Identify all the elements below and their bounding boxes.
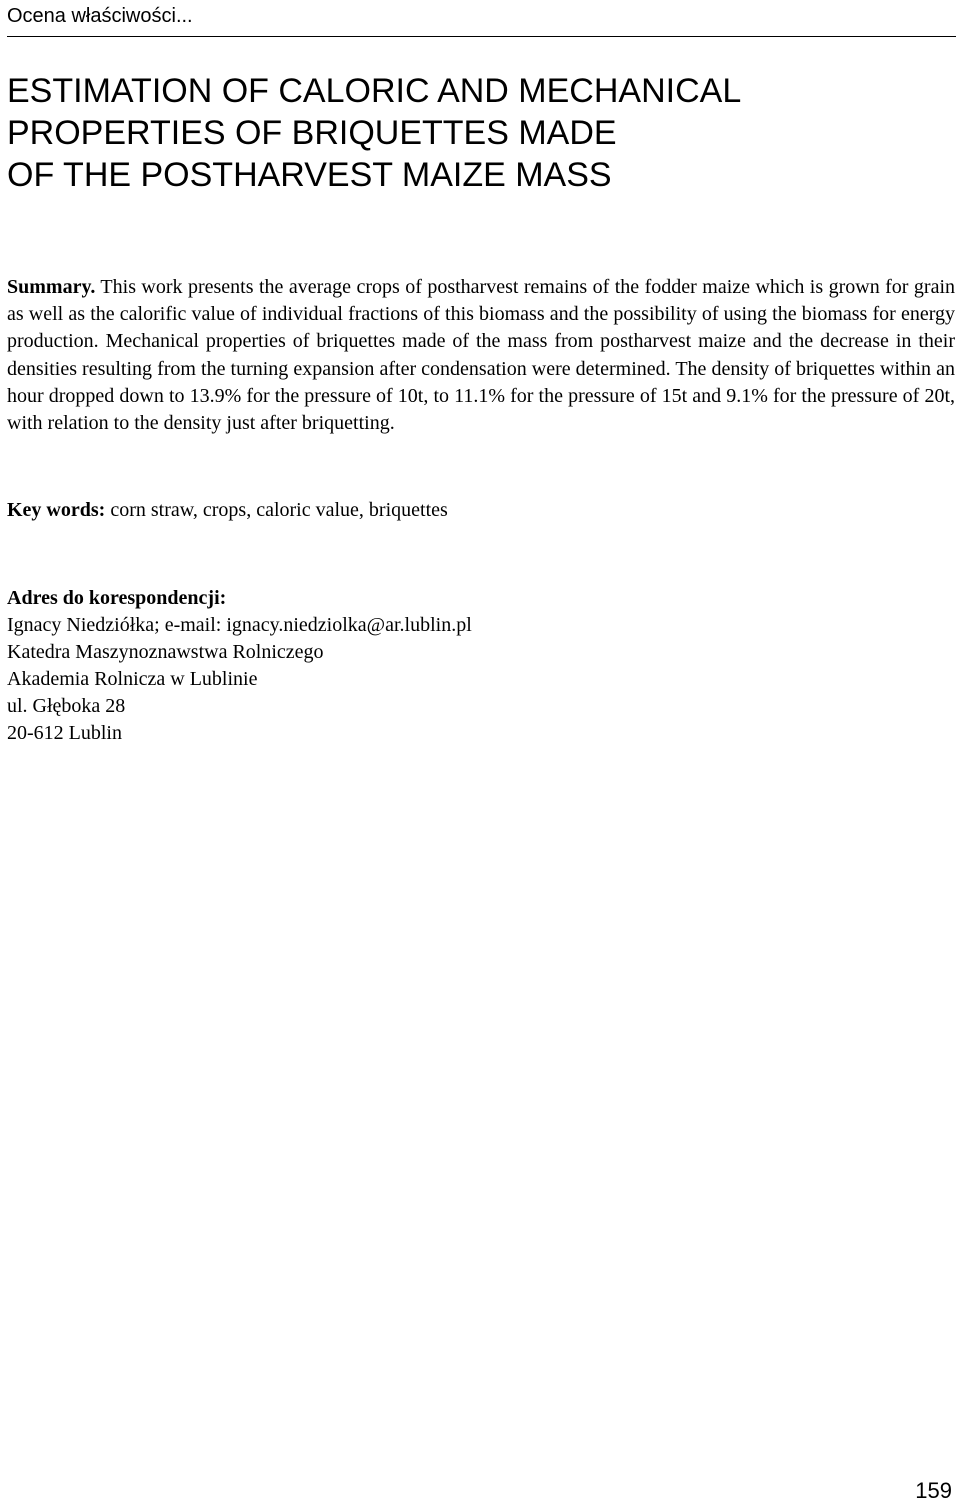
title-line: OF THE POSTHARVEST MAIZE MASS	[7, 156, 612, 194]
address-line: ul. Głęboka 28	[7, 695, 126, 717]
keywords-text: corn straw, crops, caloric value, briquettes	[105, 499, 448, 521]
running-head: Ocena właściwości...	[7, 5, 193, 27]
address-line: Ignacy Niedziółka; e-mail: ignacy.niedziolka@ar.lublin.pl	[7, 614, 472, 636]
address-line: Akademia Rolnicza w Lublinie	[7, 668, 258, 690]
address-heading: Adres do korespondencji:	[7, 587, 227, 609]
page-number: 159	[915, 1478, 952, 1503]
title-line: ESTIMATION OF CALORIC AND MECHANICAL	[7, 72, 742, 110]
correspondence-address	[7, 585, 955, 747]
header-rule	[7, 36, 956, 37]
address-line: 20-612 Lublin	[7, 722, 122, 744]
summary-paragraph	[7, 274, 955, 437]
title-line: PROPERTIES OF BRIQUETTES MADE	[7, 114, 617, 152]
summary-text: This work presents the average crops of postharvest remains of the fodder maize which is grown for grain as well as the calorific value of individual fractions of this biomass and the possibility of using the biomass for energy production. Mechanical properties of briquettes made of the mass from postharvest maize and the decrease in their densities resulting from the turning expansion after condensation were determined. The density of briquettes within an hour dropped down to 13.9% for the pressure of 10t, to 11.1% for the pressure of 15t and 9.1% for the pressure of 20t, with relation to the density just after briquetting.	[7, 276, 955, 435]
keywords-paragraph	[7, 497, 955, 524]
address-line: Katedra Maszynoznawstwa Rolniczego	[7, 641, 324, 663]
keywords-label: Key words:	[7, 499, 106, 521]
summary-label: Summary.	[7, 276, 96, 298]
paper-title	[7, 70, 947, 196]
